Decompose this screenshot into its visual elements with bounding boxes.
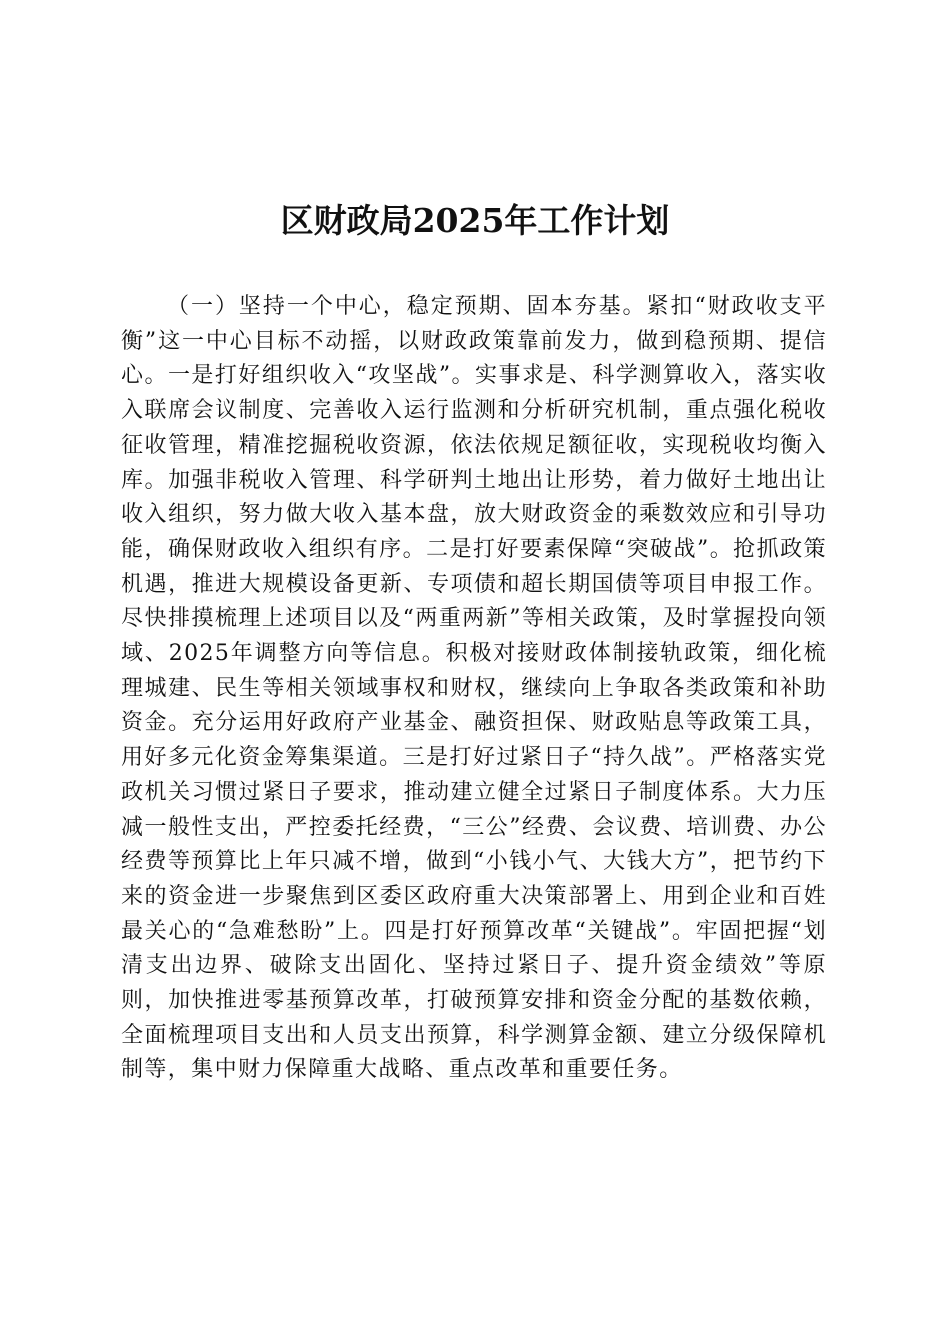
document-title: 区财政局2025年工作计划 xyxy=(280,201,670,240)
body-paragraph: （一）坚持一个中心，稳定预期、固本夯基。紧扣“财政收支平衡”这一中心目标不动摇，以财政政策靠前发力，做到稳预期、提信心。一是打好组织收入“攻坚战”。实事求是、科学测算收入，落实收入联席会议制度、完善收入运行监测和分析研究机制，重点强化税收征收管理，精准挖掘税收资源，依法依规足额征收，实现税收均衡入库。加强非税收入管理、科学研判土地出让形势，着力做好土地出让收入组织，努力做大收入基本盘，放大财政资金的乘数效应和引导功能，确保财政收入组织有序。二是打好要素保障“突破战”。抢抓政策机遇，推进大规模设备更新、专项债和超长期国债等项目申报工作。尽快排摸梳理上述项目以及“两重两新”等相关政策，及时掌握投向领域、2025年调整方向等信息。积极对接财政体制接轨政策，细化梳理城建、民生等相关领域事权和财权，继续向上争取各类政策和补助资金。充分运用好政府产业基金、融资担保、财政贴息等政策工具，用好多元化资金筹集渠道。三是打好过紧日子“持久战”。严格落实党政机关习惯过紧日子要求，推动建立健全过紧日子制度体系。大力压减一般性支出，严控委托经费，“三公”经费、会议费、培训费、办公经费等预算比上年只减不增，做到“小钱小气、大钱大方”，把节约下来的资金进一步聚焦到区委区政府重大决策部署上、用到企业和百姓最关心的“急难愁盼”上。四是打好预算改革“关键战”。牢固把握“划清支出边界、破除支出固化、坚持过紧日子、提升资金绩效”等原则，加快推进零基预算改革，打破预算安排和资金分配的基数依赖，全面梳理项目支出和人员支出预算，科学测算金额、建立分级保障机制等，集中财力保障重大战略、重点改革和重要任务。 xyxy=(121,294,827,1083)
